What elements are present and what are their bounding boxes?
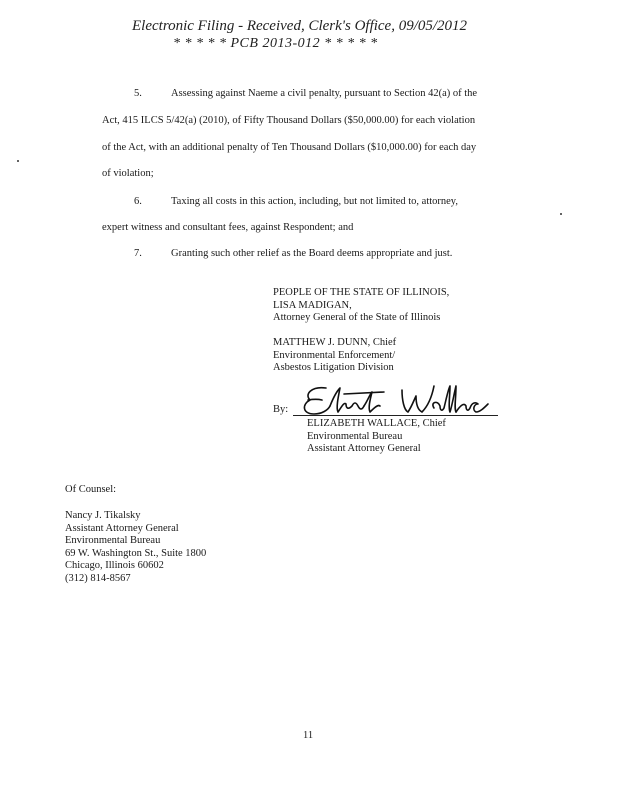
counsel-line-2: Assistant Attorney General xyxy=(65,522,179,534)
party-line-1: PEOPLE OF THE STATE OF ILLINOIS, xyxy=(273,287,450,298)
signer-line-1: ELIZABETH WALLACE, Chief xyxy=(307,418,446,429)
signer-block xyxy=(307,418,446,456)
counsel-line-1: Nancy J. Tikalsky xyxy=(65,510,141,521)
scan-speck xyxy=(17,160,19,162)
chief-line-2: Environmental Enforcement/ xyxy=(273,349,396,361)
party-line-3: Attorney General of the State of Illinois xyxy=(273,312,441,323)
party-block xyxy=(273,287,449,325)
item-7-line-1: Granting such other relief as the Board deems appropriate and just. xyxy=(171,248,453,259)
filing-stamp-line2: * * * * * PCB 2013-012 * * * * * xyxy=(173,36,378,51)
counsel-line-4: 69 W. Washington St., Suite 1800 xyxy=(65,547,207,559)
signature-line xyxy=(293,415,498,416)
signer-line-2: Environmental Bureau xyxy=(307,430,403,442)
chief-line-1: MATTHEW J. DUNN, Chief xyxy=(273,337,397,348)
party-line-2: LISA MADIGAN, xyxy=(273,299,352,311)
item-5-line-1: Assessing against Naeme a civil penalty, pursuant to Section 42(a) of the xyxy=(171,88,478,99)
of-counsel-label: Of Counsel: xyxy=(65,484,117,495)
chief-block xyxy=(273,337,396,375)
filing-stamp-line1: Electronic Filing - Received, Clerk's Office, 09/05/2012 xyxy=(132,18,468,34)
item-6-line-2: expert witness and consultant fees, against Respondent; and xyxy=(102,222,354,233)
item-6-number: 6. xyxy=(134,196,142,207)
chief-line-3: Asbestos Litigation Division xyxy=(273,362,394,373)
item-5-number: 5. xyxy=(134,88,142,99)
item-5-line-3: of the Act, with an additional penalty of Ten Thousand Dollars ($10,000.00) for each day xyxy=(102,142,477,153)
item-5-line-2: Act, 415 ILCS 5/42(a) (2010), of Fifty Thousand Dollars ($50,000.00) for each violation xyxy=(102,115,476,126)
counsel-line-3: Environmental Bureau xyxy=(65,535,161,546)
scan-speck xyxy=(560,213,562,215)
by-label: By: xyxy=(273,404,289,415)
counsel-line-6: (312) 814-8567 xyxy=(65,572,131,584)
page-number: 11 xyxy=(303,730,314,741)
item-7-number: 7. xyxy=(134,248,142,259)
signer-line-3: Assistant Attorney General xyxy=(307,443,421,454)
counsel-line-5: Chicago, Illinois 60602 xyxy=(65,560,164,571)
item-6-line-1: Taxing all costs in this action, including, but not limited to, attorney, xyxy=(171,196,459,207)
item-5-line-4: of violation; xyxy=(102,168,154,179)
counsel-block xyxy=(65,510,206,585)
